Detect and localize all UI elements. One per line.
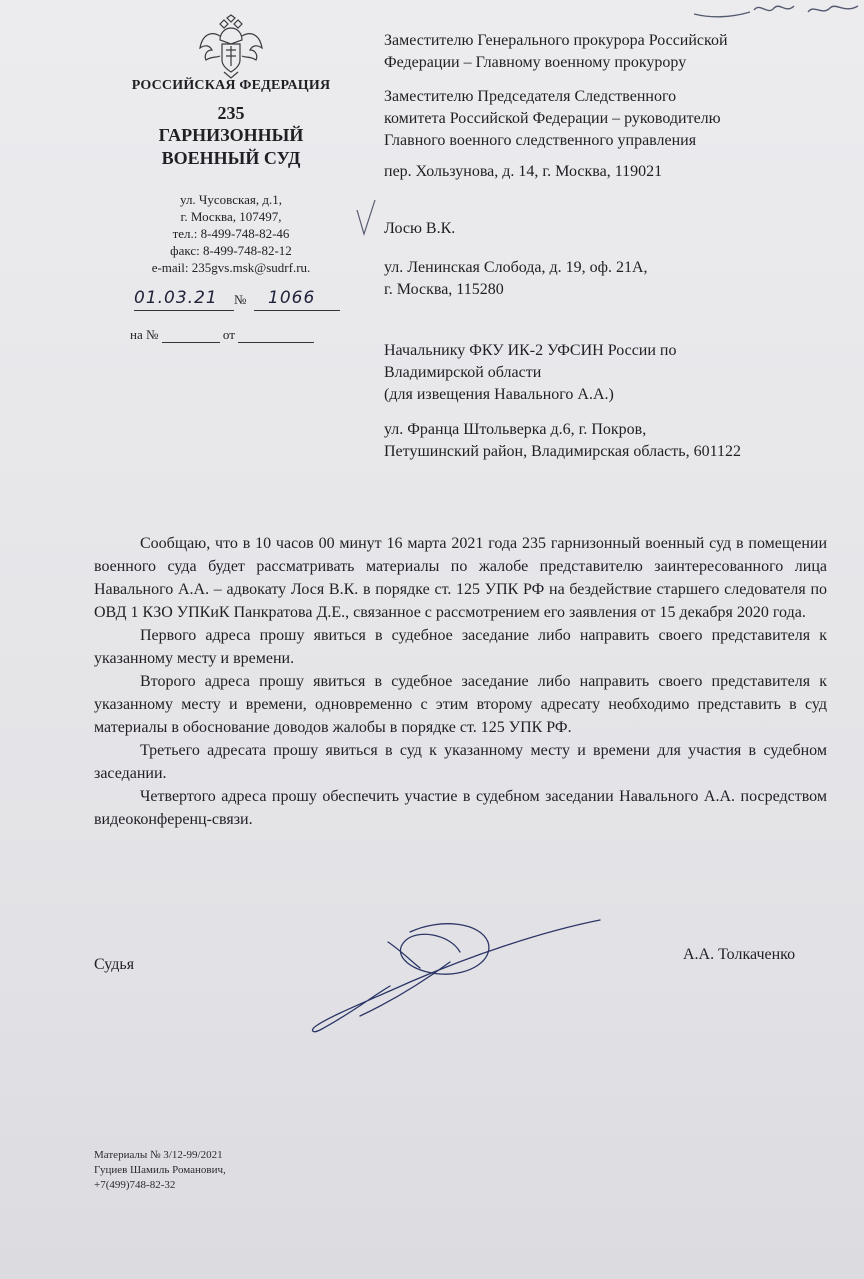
addressee-line: Заместителю Генерального прокурора Российской (384, 32, 728, 49)
header-email: e-mail: 235gvs.msk@sudrf.ru. (151, 260, 311, 275)
footer-materials: Материалы № 3/12-99/2021 (94, 1149, 223, 1161)
addressee-line: (для извещения Навального А.А.) (384, 386, 614, 403)
addressee-3 (384, 218, 854, 240)
addressee-line: Начальнику ФКУ ИК-2 УФСИН России по (384, 342, 677, 359)
addressee-2 (384, 86, 854, 152)
addressee-line: Петушинский район, Владимирская область, 601122 (384, 443, 741, 460)
addressee-line: Заместителю Председателя Следственного (384, 88, 677, 105)
footer-executor: Гуциев Шамиль Романович, (94, 1164, 226, 1176)
addressee-4 (384, 340, 854, 406)
coat-of-arms-emblem (196, 14, 266, 80)
executor-footer (94, 1148, 226, 1193)
header-fax: факс: 8-499-748-82-12 (170, 243, 292, 258)
handwritten-signature (300, 912, 605, 1037)
judge-title: Судья (94, 956, 135, 973)
handwritten-check-mark (355, 198, 377, 238)
addressee-line: комитета Российской Федерации – руководителю (384, 110, 721, 127)
letter-body (94, 532, 827, 831)
body-paragraph-2: Первого адреса прошу явиться в судебное заседание либо направить своего представителя к указанному месту и времени. (94, 627, 827, 667)
addressee-line: Главного военного следственного управления (384, 132, 697, 149)
header-address-street: ул. Чусовская, д.1, (180, 192, 282, 207)
incoming-reference (130, 327, 314, 343)
header-court-name (90, 124, 372, 170)
addressee-line: Владимирской области (384, 364, 542, 381)
header-phone: тел.: 8-499-748-82-46 (172, 226, 290, 241)
addressee-line: Федерации – Главному военному прокурору (384, 54, 687, 71)
incoming-number-blank (162, 342, 220, 343)
addressee-2-address (384, 161, 854, 183)
body-paragraph-5: Четвертого адреса прошу обеспечить участие в судебном заседании Навального А.А. посредством видеоконференц-связи. (94, 788, 827, 828)
incoming-from-label: от (222, 327, 235, 342)
addressee-1 (384, 30, 854, 74)
addressee-3-address (384, 257, 854, 301)
addressee-line: ул. Ленинская Слобода, д. 19, оф. 21А, (384, 259, 648, 276)
outgoing-date: 01.03.21 (134, 288, 218, 308)
corner-handwriting (690, 0, 864, 22)
outgoing-date-field (134, 288, 234, 311)
body-paragraph-3: Второго адреса прошу явиться в судебное заседание либо направить своего представителя к указанному месту и времени, одновременно с этим второму адресату необходимо представить в суд материалы в обоснование доводов жалобы в порядке ст. 125 УПК РФ. (94, 673, 827, 736)
header-country: РОССИЙСКАЯ ФЕДЕРАЦИЯ (131, 78, 331, 93)
addressee-line: ул. Франца Штольверка д.6, г. Покров, (384, 421, 647, 438)
header-court-number: 235 (217, 103, 245, 123)
header-court-name-line1: ГАРНИЗОННЫЙ (158, 125, 304, 145)
addressee-line: г. Москва, 115280 (384, 281, 504, 298)
addressee-line: Лосю В.К. (384, 220, 456, 237)
judge-name: А.А. Толкаченко (683, 946, 796, 963)
header-address-city: г. Москва, 107497, (180, 209, 282, 224)
incoming-date-blank (238, 342, 314, 343)
outgoing-number-label: № (234, 292, 247, 307)
outgoing-reference (128, 288, 340, 314)
outgoing-number-field (254, 288, 340, 311)
header-court-name-line2: ВОЕННЫЙ СУД (161, 148, 301, 168)
body-paragraph-4: Третьего адресата прошу явиться в суд к указанному месту и времени для участия в судебном заседании. (94, 742, 827, 782)
footer-phone: +7(499)748-82-32 (94, 1179, 176, 1191)
outgoing-number: 1066 (268, 288, 316, 308)
incoming-prefix: на № (130, 327, 159, 342)
addressee-line: пер. Хользунова, д. 14, г. Москва, 119021 (384, 163, 663, 180)
addressee-4-address (384, 419, 854, 463)
body-paragraph-1: Сообщаю, что в 10 часов 00 минут 16 марта 2021 года 235 гарнизонный военный суд в помещении военного суда будет рассматривать материалы по жалобе представителю заинтересованного лица Навального А.А. – адвокату Лося В.К. в порядке ст. 125 УПК РФ на бездействие старшего следователя по ОВД 1 КЗО УПКиК Панкратова Д.Е., связанное с рассмотрением его заявления от 15 декабря 2020 года. (94, 535, 827, 621)
